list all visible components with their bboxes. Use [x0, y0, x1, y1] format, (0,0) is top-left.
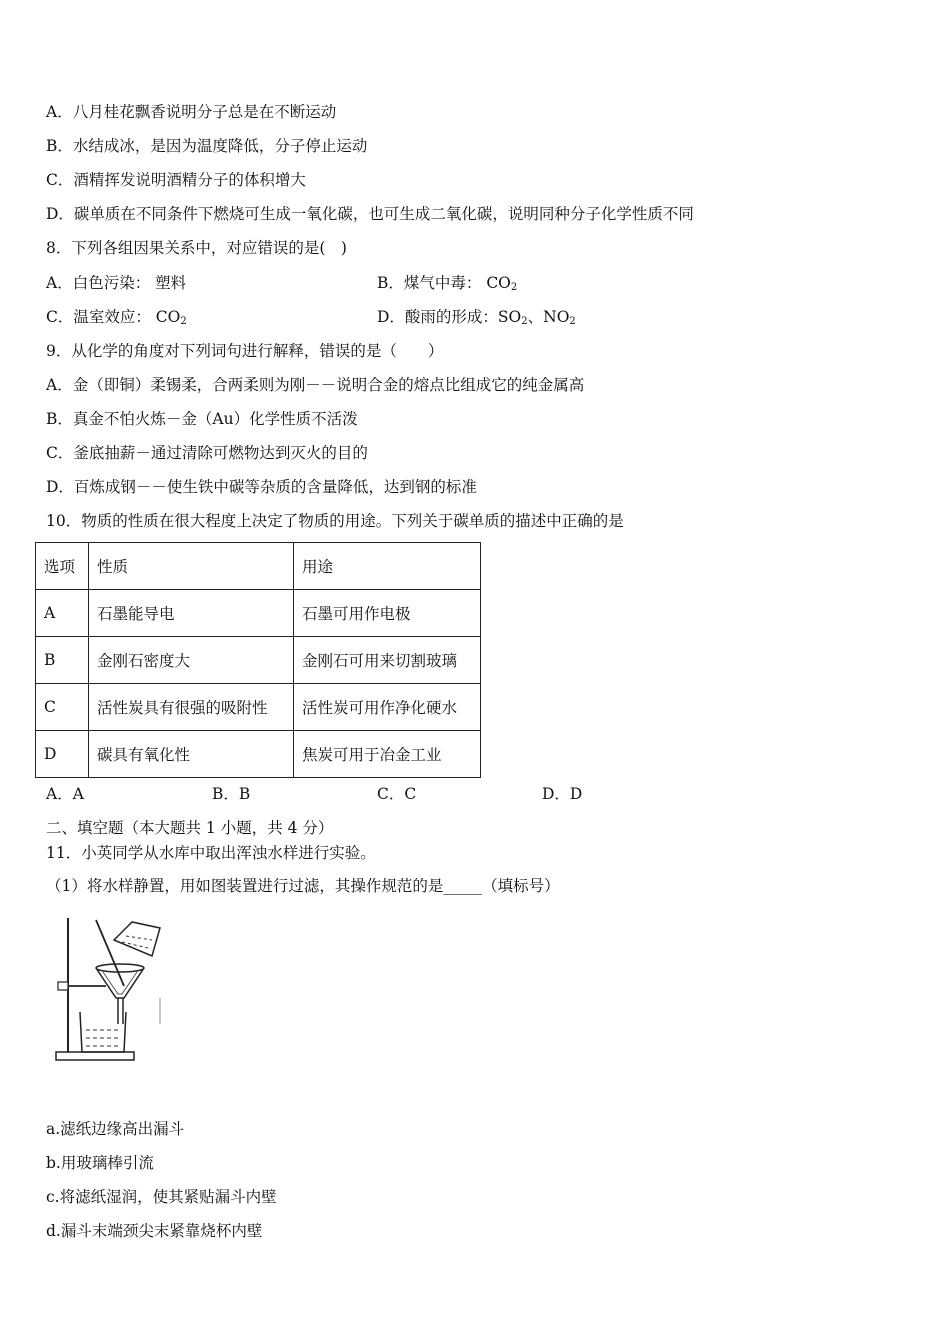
- q11-option-d: d.漏斗末端颈尖末紧靠烧杯内壁: [46, 1222, 263, 1240]
- table-row: [36, 731, 481, 778]
- q9-option-a: A．金（即铜）柔锡柔，合两柔则为刚－－说明合金的熔点比组成它的纯金属高: [46, 376, 585, 394]
- table-row: [36, 590, 481, 637]
- q9-option-d: D．百炼成钢－－使生铁中碳等杂质的含量降低，达到钢的标准: [46, 478, 477, 496]
- subscript: 2: [510, 282, 518, 293]
- q8-option-c: [46, 307, 187, 332]
- q9-option-c: C．釜底抽薪－通过清除可燃物达到灭火的目的: [46, 444, 368, 462]
- table-header-cell: 选项: [36, 543, 89, 590]
- table-row: [36, 684, 481, 731]
- section-2-title: 二、填空题（本大题共 1 小题，共 4 分）: [46, 819, 334, 837]
- q8-option-b-text: B．煤气中毒： CO: [377, 274, 511, 292]
- subscript: 2: [180, 316, 187, 327]
- table-cell: 金刚石密度大: [89, 637, 294, 684]
- table-cell: 金刚石可用来切割玻璃: [294, 637, 481, 684]
- q8-option-c-text: C．温室效应： CO: [46, 308, 181, 326]
- q10-answer-b: B．B: [212, 785, 251, 803]
- q8-option-d-text2: 、NO: [527, 308, 570, 326]
- q8-option-a: A．白色污染： 塑料: [46, 274, 187, 292]
- table-cell: 活性炭可用作净化硬水: [294, 684, 481, 731]
- q7-option-d: D．碳单质在不同条件下燃烧可生成一氧化碳，也可生成二氧化碳，说明同种分子化学性质不同: [46, 205, 694, 223]
- subscript: 2: [569, 316, 576, 327]
- q10-stem: 10．物质的性质在很大程度上决定了物质的用途。下列关于碳单质的描述中正确的是: [46, 512, 624, 530]
- table-cell: 石墨可用作电极: [294, 590, 481, 637]
- q8-option-b: [377, 273, 517, 298]
- table-cell: 碳具有氧化性: [89, 731, 294, 778]
- q7-option-c: C．酒精挥发说明酒精分子的体积增大: [46, 171, 306, 189]
- q9-option-b: B．真金不怕火炼－金（Au）化学性质不活泼: [46, 410, 358, 428]
- q10-answer-a: A．A: [46, 785, 84, 803]
- q8-stem: 8．下列各组因果关系中，对应错误的是( ): [46, 239, 347, 257]
- q11-sub1: （1）将水样静置，用如图装置进行过滤，其操作规范的是_____（填标号）: [46, 877, 560, 895]
- q11-option-a: a.滤纸边缘高出漏斗: [46, 1120, 185, 1138]
- q8-option-d-text: D．酸雨的形成：SO: [377, 308, 522, 326]
- table-header-cell: 用途: [294, 543, 481, 590]
- table-cell: D: [36, 731, 89, 778]
- q8-option-d: [377, 307, 576, 332]
- q11-stem: 11．小英同学从水库中取出浑浊水样进行实验。: [46, 844, 376, 862]
- table-header-cell: 性质: [89, 543, 294, 590]
- q10-table: [35, 542, 481, 778]
- q11-option-c: c.将滤纸湿润，使其紧贴漏斗内壁: [46, 1188, 277, 1206]
- table-cell: 石墨能导电: [89, 590, 294, 637]
- table-cell: C: [36, 684, 89, 731]
- q11-option-b: b.用玻璃棒引流: [46, 1154, 154, 1172]
- table-header-row: [36, 543, 481, 590]
- q10-answer-d: D．D: [542, 785, 583, 803]
- table-cell: 活性炭具有很强的吸附性: [89, 684, 294, 731]
- subscript: 2: [521, 316, 528, 327]
- q7-option-b: B．水结成冰，是因为温度降低，分子停止运动: [46, 137, 368, 155]
- table-row: [36, 637, 481, 684]
- table-cell: A: [36, 590, 89, 637]
- table-cell: 焦炭可用于冶金工业: [294, 731, 481, 778]
- q7-option-a: A．八月桂花飘香说明分子总是在不断运动: [46, 103, 337, 121]
- filtration-apparatus-figure: [48, 912, 168, 1067]
- table-cell: B: [36, 637, 89, 684]
- q9-stem: 9．从化学的角度对下列词句进行解释，错误的是（ ）: [46, 342, 444, 360]
- q10-answer-c: C．C: [377, 785, 417, 803]
